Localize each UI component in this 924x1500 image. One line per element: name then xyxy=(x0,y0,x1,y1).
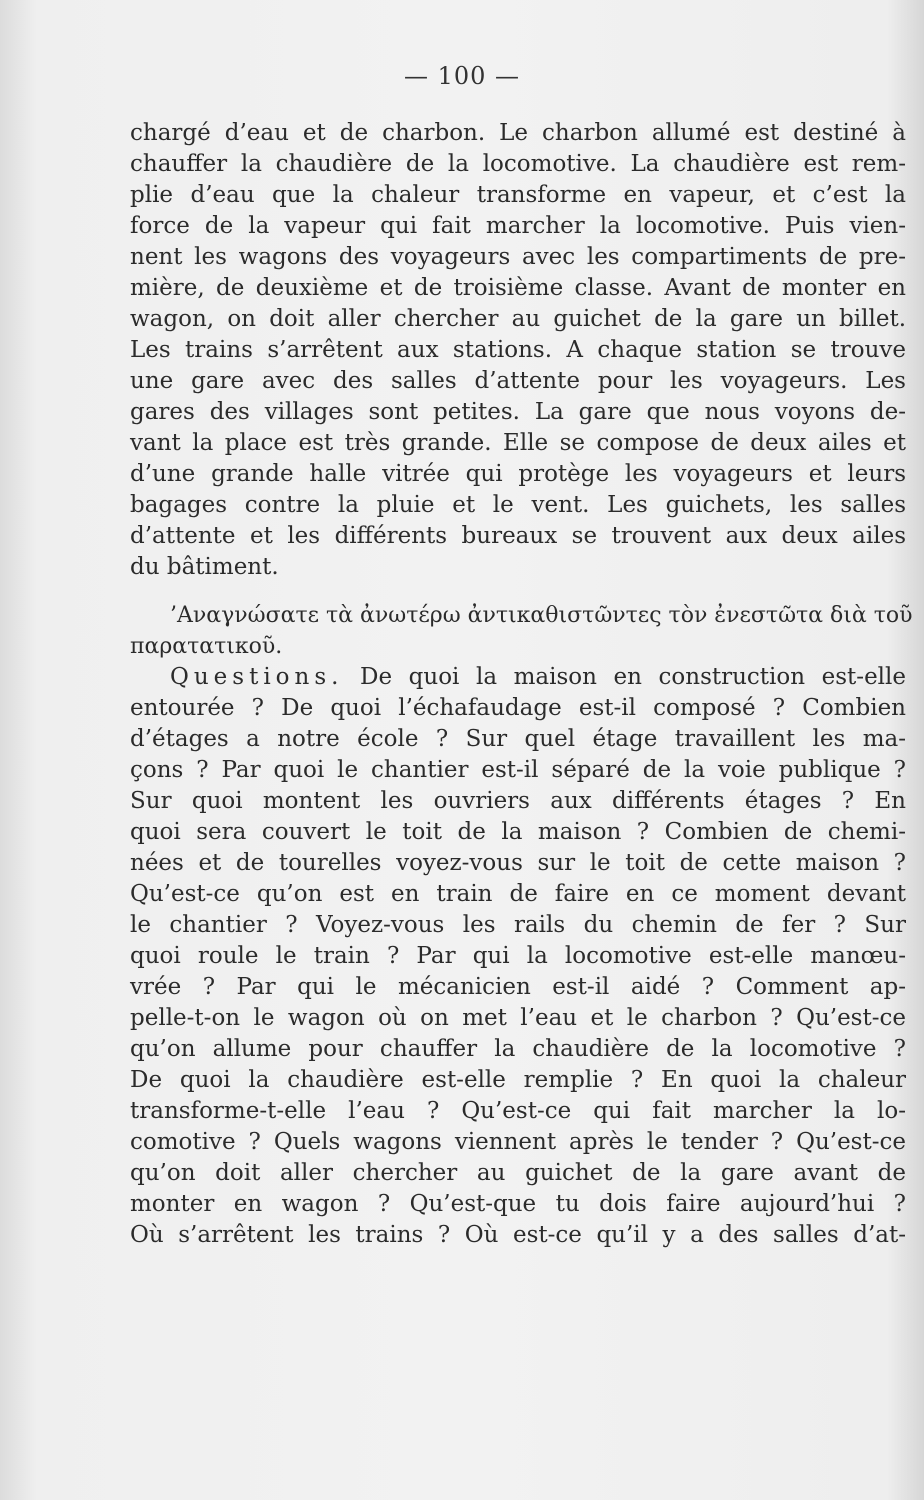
text-line: quoi roule le train ? Par qui la locomotive est-elle manœu- xyxy=(130,943,906,969)
text-line: gares des villages sont petites. La gare que nous voyons de- xyxy=(130,399,906,425)
text-line: çons ? Par quoi le chantier est-il séparé de la voie publique ? xyxy=(130,757,906,783)
text-line: comotive ? Quels wagons viennent après le tender ? Qu’est-ce xyxy=(130,1129,906,1155)
text-line: Sur quoi montent les ouvriers aux différents étages ? En xyxy=(130,788,906,814)
text-line: παρατατικοῦ. xyxy=(130,634,283,659)
text-line: d’étages a notre école ? Sur quel étage travaillent les ma- xyxy=(130,726,906,752)
text-line: quoi sera couvert le toit de la maison ? Combien de chemi- xyxy=(130,819,906,845)
text-line: transforme-t-elle l’eau ? Qu’est-ce qui fait marcher la lo- xyxy=(130,1098,906,1124)
text-line: nées et de tourelles voyez-vous sur le toit de cette maison ? xyxy=(130,850,906,876)
text-line: qu’on doit aller chercher au guichet de la gare avant de xyxy=(130,1160,906,1186)
text-line: nent les wagons des voyageurs avec les compartiments de pre- xyxy=(130,244,906,270)
text-line: une gare avec des salles d’attente pour les voyageurs. Les xyxy=(130,368,906,394)
text-line: mière, de deuxième et de troisième classe. Avant de monter en xyxy=(130,275,906,301)
text-line: Où s’arrêtent les trains ? Où est-ce qu’il y a des salles d’at- xyxy=(130,1222,906,1248)
text-line: plie d’eau que la chaleur transforme en vapeur, et c’est la xyxy=(130,182,906,208)
text-line: pelle-t-on le wagon où on met l’eau et le charbon ? Qu’est-ce xyxy=(130,1005,906,1031)
page-number: — 100 — xyxy=(403,62,521,90)
questions-paragraph xyxy=(130,662,906,1251)
text-line: wagon, on doit aller chercher au guichet de la gare un billet. xyxy=(130,306,906,332)
text-line: Qu’est-ce qu’on est en train de faire en ce moment devant xyxy=(130,881,906,907)
body-paragraph-train xyxy=(130,118,906,583)
text-line: vant la place est très grande. Elle se compose de deux ailes et xyxy=(130,430,906,456)
text-line: De quoi la maison en construction est-elle xyxy=(360,664,907,690)
text-line: ’Αναγνώσατε τὰ ἀνωτέρω ἀντικαθιστῶντες τὸν ἐνεστῶτα διὰ τοῦ xyxy=(170,603,913,628)
text-line: monter en wagon ? Qu’est-que tu dois faire aujourd’hui ? xyxy=(130,1191,906,1217)
questions-first-line xyxy=(130,662,906,693)
text-line: d’attente et les différents bureaux se trouvent aux deux ailes xyxy=(130,523,906,549)
text-line: du bâtiment. xyxy=(130,554,279,580)
text-line: vrée ? Par qui le mécanicien est-il aidé ? Comment ap- xyxy=(130,974,906,1000)
text-line: Les trains s’arrêtent aux stations. A chaque station se trouve xyxy=(130,337,906,363)
text-line: qu’on allume pour chauffer la chaudière de la locomotive ? xyxy=(130,1036,906,1062)
questions-heading: Questions. xyxy=(170,664,344,690)
text-line: chauffer la chaudière de la locomotive. La chaudière est rem- xyxy=(130,151,906,177)
text-line: le chantier ? Voyez-vous les rails du chemin de fer ? Sur xyxy=(130,912,906,938)
text-line: bagages contre la pluie et le vent. Les guichets, les salles xyxy=(130,492,906,518)
greek-instruction xyxy=(130,600,913,662)
text-line: d’une grande halle vitrée qui protège les voyageurs et leurs xyxy=(130,461,906,487)
text-line: De quoi la chaudière est-elle remplie ? En quoi la chaleur xyxy=(130,1067,906,1093)
text-line: entourée ? De quoi l’échafaudage est-il composé ? Combien xyxy=(130,695,906,721)
text-line: force de la vapeur qui fait marcher la locomotive. Puis vien- xyxy=(130,213,906,239)
text-line: chargé d’eau et de charbon. Le charbon allumé est destiné à xyxy=(130,120,906,146)
